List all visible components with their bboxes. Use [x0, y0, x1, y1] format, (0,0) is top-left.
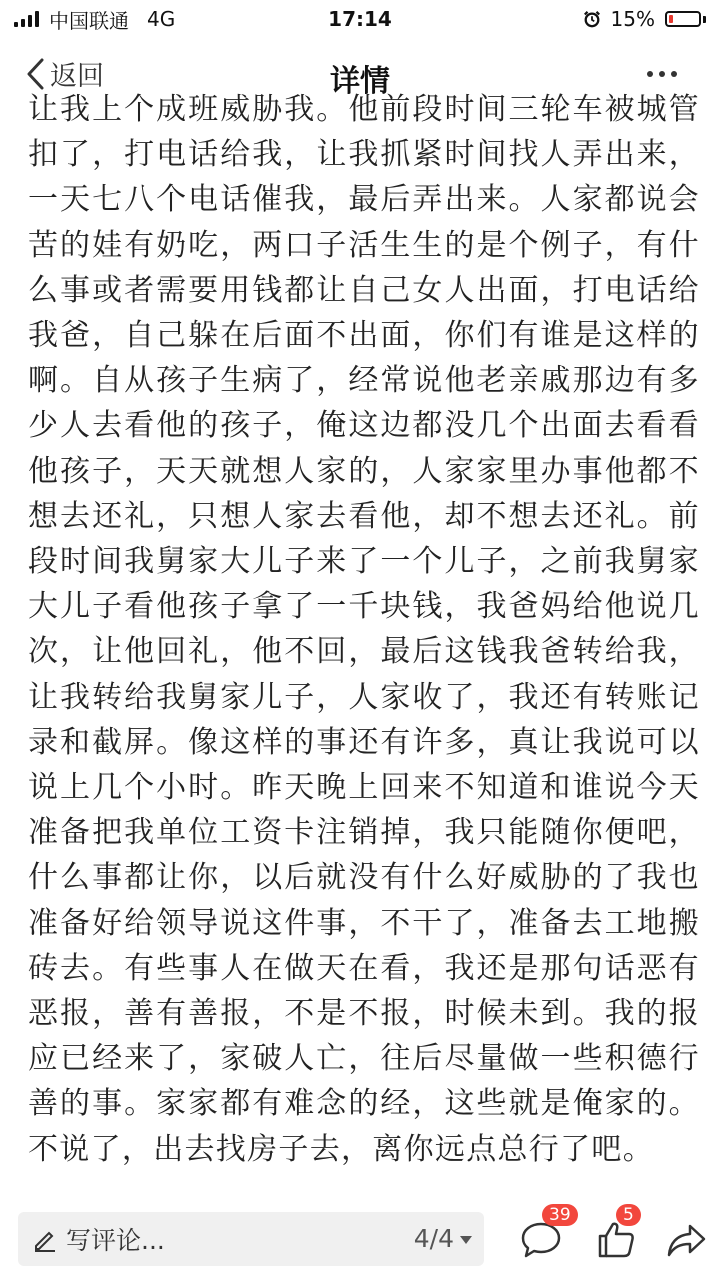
- article-partial-line: 让我上个成班威胁我。他前段时间三轮车被城管扣: [28, 92, 700, 173]
- comment-placeholder: 写评论...: [66, 1226, 165, 1255]
- article-body: [28, 87, 700, 1172]
- battery-percent: 15%: [610, 7, 655, 31]
- share-arrow-icon: [664, 1218, 710, 1262]
- status-bar: [0, 0, 720, 38]
- article-text: 了，打电话给我，让我抓紧时间找人弄出来，一天七八个电话催我，最后弄出来。人家都说会苦的娃有奶吃，两口子活生生的是个例子，有什么事或者需要用钱都让自己女人出面，打电话给我爸，自己躲在后面不出面，你们有谁是这样的啊。自从孩子生病了，经常说他老亲戚那边有多少人去看他的孩子，俺这边都没几个出面去看看他孩子，天天就想人家的，人家家里办事他都不想去还礼，只想人家去看他，却不想去还礼。前段时间我舅家大儿子来了一个儿子，之前我舅家大儿子看他孩子拿了一千块钱，我爸妈给他说几次，让他回礼，他不回，最后这钱我爸转给我，让我转给我舅家儿子，人家收了，我还有转账记录和截屏。像这样的事还有许多，真让我说可以说上几个小时。昨天晚上回来不知道和谁说今天准备把我单位工资卡注销掉，我只能随你便吧，什么事都让你，以后就没有什么好威胁的了我也准备好给领导说这件事，不干了，准备去工地搬砖去。有些事人在做天在看，我还是那句话恶有恶报，善有善报，不是不报，时候未到。我的报应已经来了，家破人亡，往后尽量做一些积德行善的事。家家都有难念的经，这些就是俺家的。不说了，出去找房子去，离你远点总行了吧。: [28, 137, 700, 1167]
- pen-icon: [32, 1226, 58, 1252]
- alarm-icon: [583, 10, 601, 28]
- battery-icon: [665, 11, 706, 27]
- comments-button[interactable]: [518, 1205, 571, 1262]
- share-button[interactable]: [664, 1218, 710, 1262]
- back-label: 返回: [50, 61, 104, 92]
- battery-level-fill: [669, 15, 673, 23]
- bottom-bar: [0, 1196, 720, 1280]
- caret-down-icon[interactable]: [460, 1236, 472, 1244]
- chevron-left-icon: [24, 57, 46, 91]
- page-indicator[interactable]: 4/4: [413, 1224, 454, 1253]
- carrier-label: 中国联通: [49, 8, 129, 33]
- signal-strength-icon: [14, 11, 39, 27]
- network-label: 4G: [147, 7, 176, 31]
- page-title: 详情: [330, 64, 390, 99]
- like-button[interactable]: [594, 1205, 640, 1262]
- comment-count-badge: 39: [542, 1204, 578, 1226]
- status-left: [0, 5, 175, 34]
- comment-input[interactable]: [18, 1212, 484, 1266]
- article-content[interactable]: [28, 92, 700, 1172]
- like-count-badge: 5: [616, 1204, 641, 1226]
- status-right: [583, 7, 720, 31]
- status-time: 17:14: [328, 7, 392, 31]
- more-dots-icon[interactable]: [642, 62, 682, 86]
